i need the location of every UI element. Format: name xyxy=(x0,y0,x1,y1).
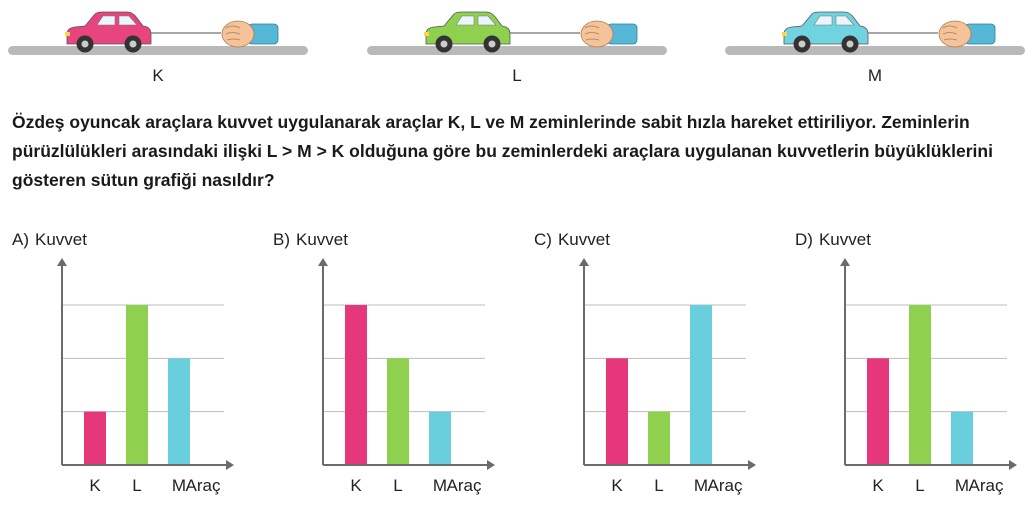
x-tick-label: K xyxy=(872,476,884,495)
bar-m xyxy=(429,412,451,465)
x-tick-label: L xyxy=(132,476,142,495)
bar-chart xyxy=(273,250,518,510)
y-axis-arrow-icon xyxy=(318,258,328,266)
x-axis-arrow-icon xyxy=(226,460,234,470)
scene-label: L xyxy=(512,66,522,85)
option-letter: A) xyxy=(12,230,29,249)
pulling-hand-icon xyxy=(581,21,637,47)
bar-l xyxy=(909,305,931,465)
bar-m xyxy=(168,358,190,465)
car-scene-graphic xyxy=(367,0,667,64)
x-axis-label: Araç xyxy=(968,476,1004,495)
x-axis-label: Araç xyxy=(707,476,743,495)
x-tick-label: K xyxy=(350,476,362,495)
ground-surface xyxy=(367,46,667,55)
x-tick-label: M xyxy=(171,476,187,495)
scene-k xyxy=(8,0,308,95)
option-header xyxy=(12,230,87,250)
ground-surface xyxy=(8,46,308,55)
bar-l xyxy=(126,305,148,465)
question-text: Özdeş oyuncak araçlara kuvvet uygulanarak araçlar K, L ve M zeminlerinde sabit hızla hareket ettiriliyor. Zeminlerin pürüzlülükleri arasındaki ilişki L > M > K olduğuna göre bu zeminlerdeki araçlara uygulanan kuvvetlerin büyüklüklerini gösteren sütun grafiği nasıldır? xyxy=(12,112,993,190)
y-axis-label: Kuvvet xyxy=(35,230,87,249)
x-tick-label: M xyxy=(954,476,970,495)
x-tick-label: L xyxy=(915,476,925,495)
bar-chart xyxy=(12,250,257,510)
option-letter: D) xyxy=(795,230,813,249)
bar-l xyxy=(387,358,409,465)
pulling-hand-icon xyxy=(222,21,278,47)
x-tick-label: M xyxy=(693,476,709,495)
bar-k xyxy=(606,358,628,465)
x-axis-label: Araç xyxy=(185,476,221,495)
car-scene-graphic xyxy=(8,0,308,64)
y-axis-arrow-icon xyxy=(840,258,850,266)
bar-k xyxy=(84,412,106,465)
bar-k xyxy=(867,358,889,465)
scene-l xyxy=(367,0,667,95)
bar-l xyxy=(648,412,670,465)
x-axis-arrow-icon xyxy=(487,460,495,470)
x-axis-arrow-icon xyxy=(748,460,756,470)
car-scene-graphic xyxy=(725,0,1025,64)
scene-m xyxy=(725,0,1025,95)
x-tick-label: M xyxy=(432,476,448,495)
scene-label: M xyxy=(867,66,883,85)
y-axis-arrow-icon xyxy=(579,258,589,266)
pulling-hand-icon xyxy=(939,21,995,47)
y-axis-label: Kuvvet xyxy=(818,230,871,249)
option-letter: C) xyxy=(534,230,552,249)
option-letter: B) xyxy=(273,230,290,249)
bar-chart xyxy=(534,250,779,510)
x-axis-arrow-icon xyxy=(1009,460,1017,470)
bar-chart xyxy=(795,250,1036,510)
x-tick-label: L xyxy=(654,476,664,495)
option-header xyxy=(273,230,348,250)
ground-surface xyxy=(725,46,1025,55)
option-header xyxy=(795,230,871,250)
option-a[interactable] xyxy=(12,230,262,510)
x-tick-label: L xyxy=(393,476,403,495)
scene-label: K xyxy=(152,66,164,85)
option-header xyxy=(534,230,610,250)
bar-m xyxy=(951,412,973,465)
option-c[interactable] xyxy=(534,230,784,510)
option-b[interactable] xyxy=(273,230,523,510)
option-d[interactable] xyxy=(795,230,1036,510)
x-tick-label: K xyxy=(611,476,623,495)
y-axis-arrow-icon xyxy=(57,258,67,266)
y-axis-label: Kuvvet xyxy=(557,230,610,249)
x-axis-label: Araç xyxy=(446,476,482,495)
bar-k xyxy=(345,305,367,465)
y-axis-label: Kuvvet xyxy=(296,230,348,249)
bar-m xyxy=(690,305,712,465)
x-tick-label: K xyxy=(89,476,101,495)
